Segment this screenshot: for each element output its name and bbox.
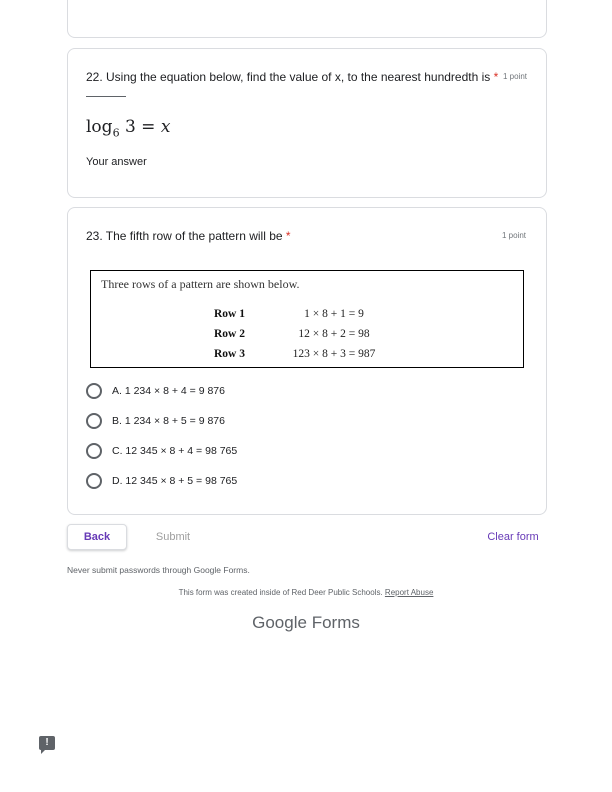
answer-input[interactable]: Your answer bbox=[86, 156, 147, 168]
radio-button[interactable] bbox=[86, 443, 102, 459]
pattern-image bbox=[90, 270, 524, 368]
submit-button[interactable]: Submit bbox=[155, 531, 191, 543]
brand-forms: Forms bbox=[311, 613, 360, 632]
question-card-23 bbox=[67, 207, 547, 515]
required-asterisk: * bbox=[285, 229, 291, 243]
google-forms-logo[interactable] bbox=[0, 613, 612, 633]
equation-var: x bbox=[160, 117, 171, 137]
option-d[interactable] bbox=[86, 473, 237, 489]
equation-rest: 3 = bbox=[119, 117, 161, 137]
pattern-row-expr: 1 × 8 + 1 = 9 bbox=[304, 308, 364, 320]
points-label-23: 1 point bbox=[502, 231, 527, 240]
radio-button[interactable] bbox=[86, 383, 102, 399]
pattern-row-expr: 123 × 8 + 3 = 987 bbox=[292, 348, 376, 360]
pattern-row-expr: 12 × 8 + 2 = 98 bbox=[298, 328, 370, 340]
option-c[interactable] bbox=[86, 443, 237, 459]
previous-question-card bbox=[67, 0, 547, 38]
password-warning: Never submit passwords through Google Forms. bbox=[67, 565, 250, 575]
report-feedback-icon[interactable]: ! bbox=[39, 736, 55, 750]
report-abuse-link[interactable]: Report Abuse bbox=[384, 588, 434, 597]
answer-blank-line bbox=[86, 96, 126, 97]
clear-form-button[interactable]: Clear form bbox=[487, 531, 539, 543]
equation-log: log bbox=[86, 117, 113, 137]
equation-base: 6 bbox=[112, 126, 120, 140]
option-b[interactable] bbox=[86, 413, 225, 429]
form-created-note bbox=[0, 588, 612, 597]
radio-button[interactable] bbox=[86, 473, 102, 489]
question-text-22: 22. Using the equation below, find the value of x, to the nearest hundredth is bbox=[86, 70, 491, 84]
brand-google: Google bbox=[252, 613, 307, 632]
option-label: A. 1 234 × 8 + 4 = 9 876 bbox=[112, 385, 225, 397]
option-label: D. 12 345 × 8 + 5 = 98 765 bbox=[112, 475, 238, 487]
pattern-row-label: Row 1 bbox=[214, 308, 245, 320]
pattern-row-label: Row 3 bbox=[214, 348, 245, 360]
question-card-22 bbox=[67, 48, 547, 198]
points-label-22: 1 point bbox=[503, 72, 528, 81]
radio-button[interactable] bbox=[86, 413, 102, 429]
back-button[interactable]: Back bbox=[67, 524, 127, 550]
pattern-intro: Three rows of a pattern are shown below. bbox=[101, 277, 300, 291]
pattern-row-label: Row 2 bbox=[214, 328, 245, 340]
question-title-23 bbox=[86, 228, 291, 244]
option-label: B. 1 234 × 8 + 5 = 9 876 bbox=[112, 415, 225, 427]
option-label: C. 12 345 × 8 + 4 = 98 765 bbox=[112, 445, 238, 457]
created-text: This form was created inside of Red Deer Public Schools. bbox=[178, 588, 383, 597]
question-title-22 bbox=[86, 69, 498, 85]
equation bbox=[86, 117, 170, 139]
question-text-23: 23. The fifth row of the pattern will be bbox=[86, 229, 283, 243]
required-asterisk: * bbox=[493, 70, 499, 84]
option-a[interactable] bbox=[86, 383, 225, 399]
